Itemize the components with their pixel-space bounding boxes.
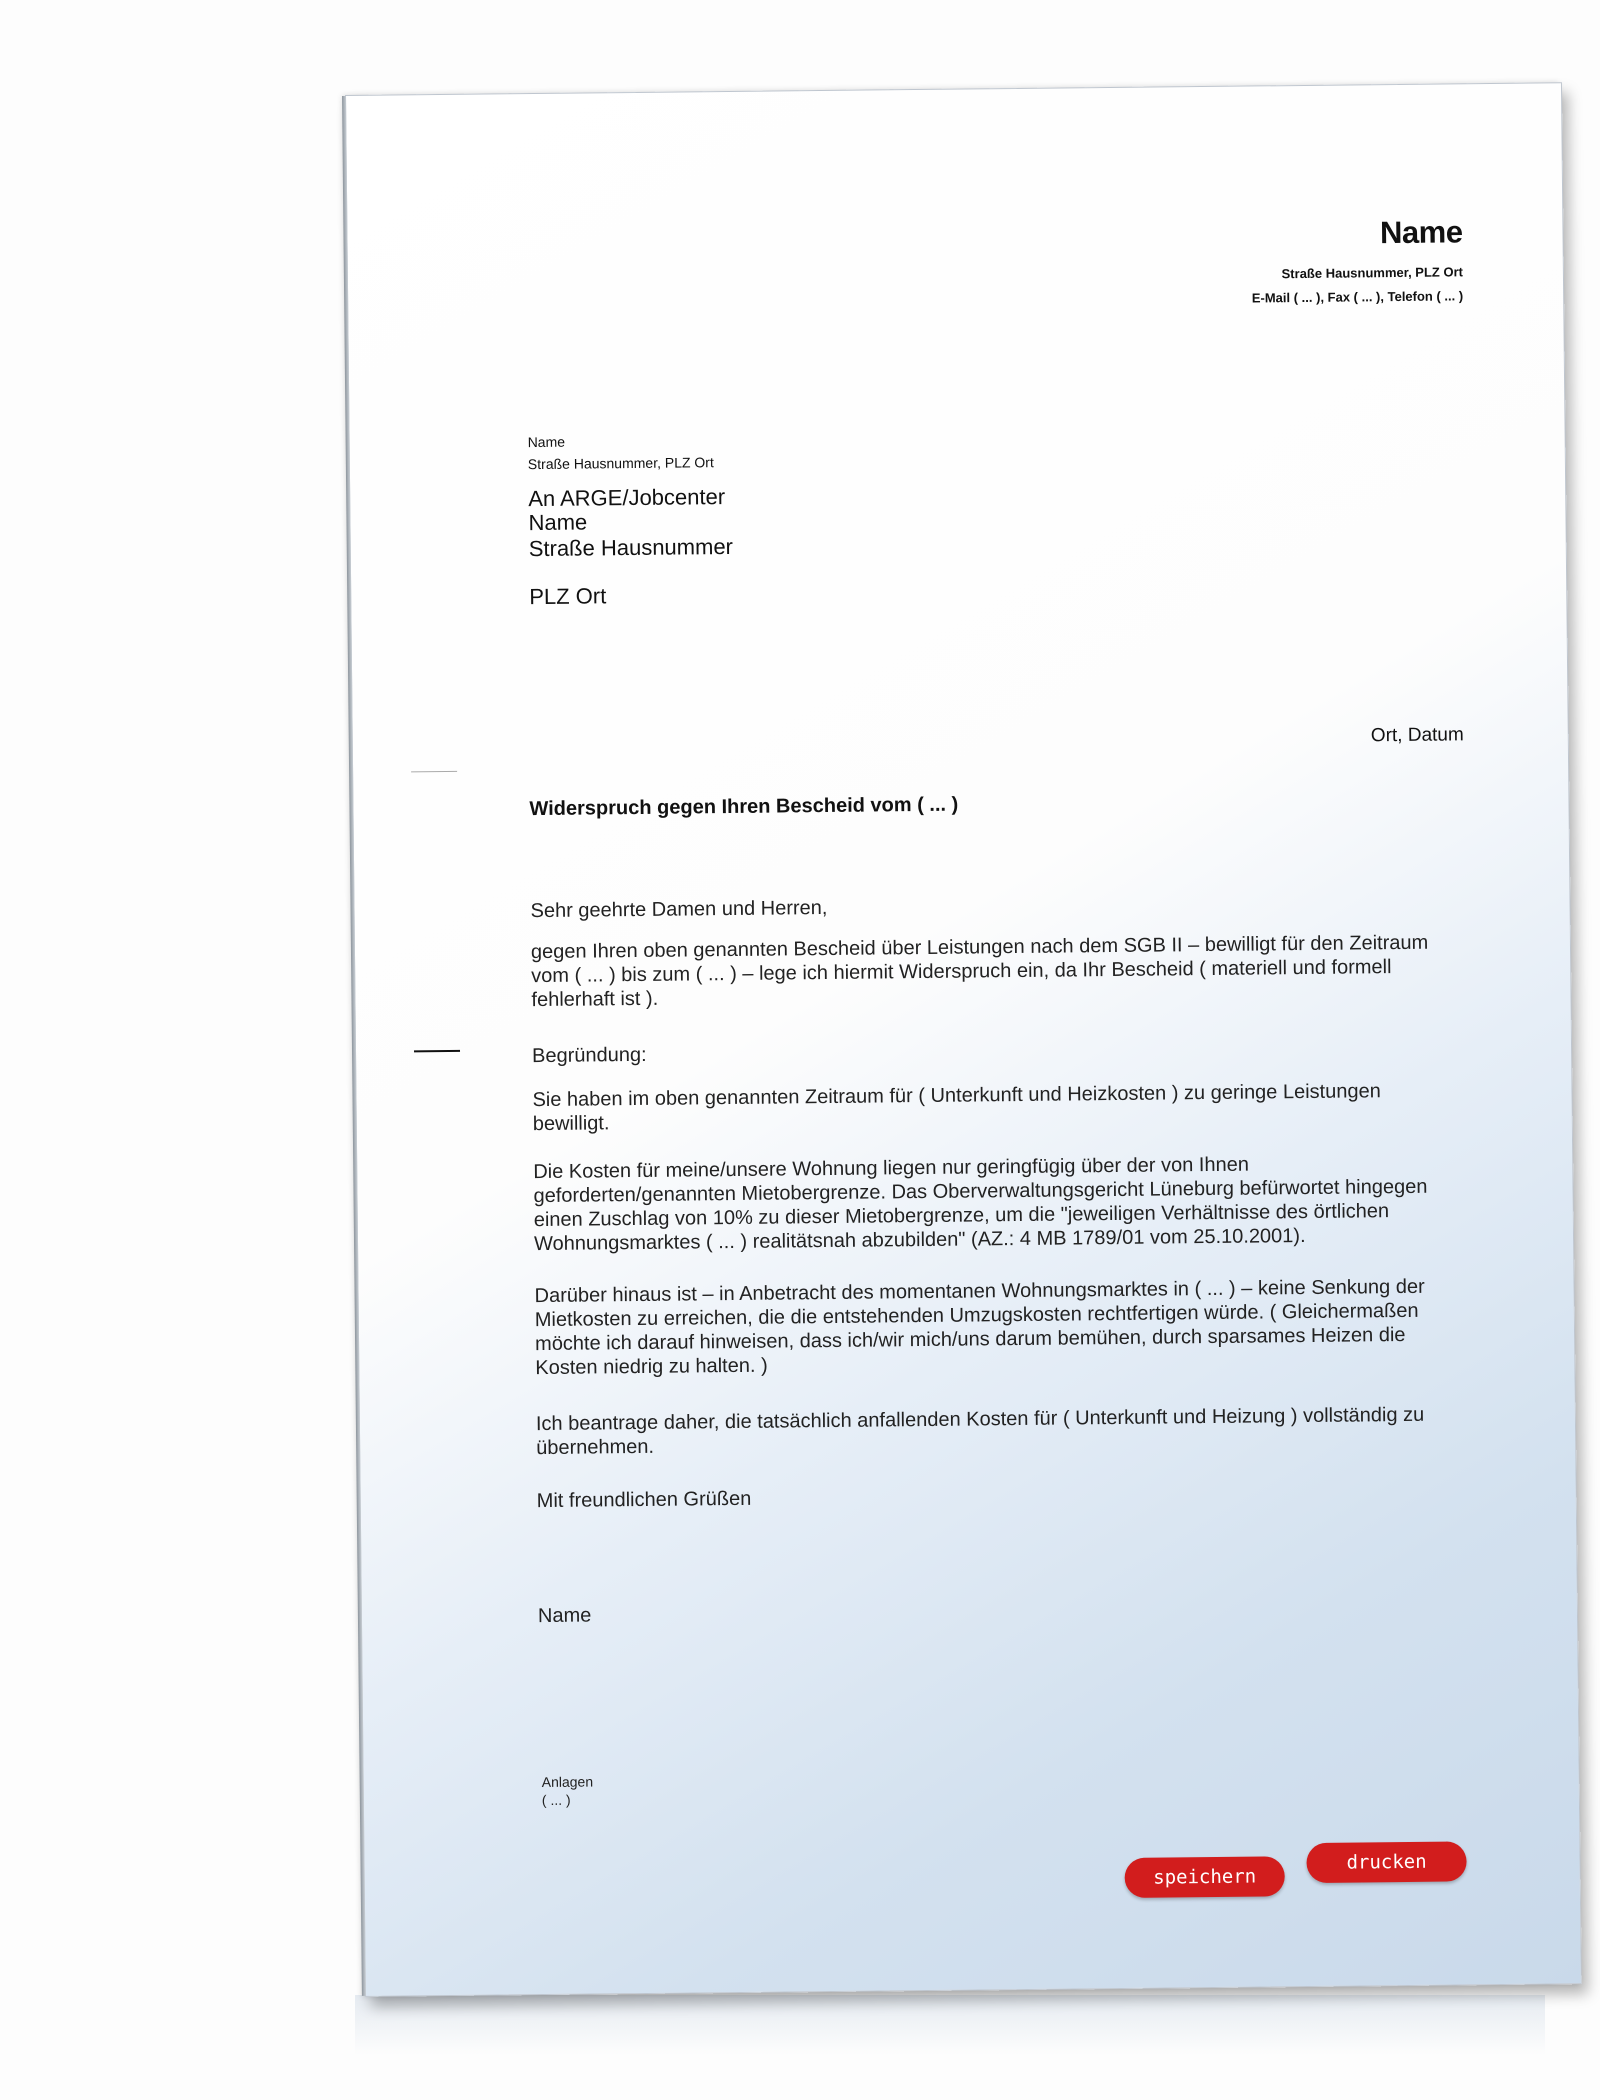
sender-name: Name (1379, 214, 1463, 251)
fold-mark-top (411, 771, 457, 772)
return-address-name: Name (527, 433, 566, 451)
paragraph-3: Die Kosten für meine/unsere Wohnung liegen nur geringfügig über der von Ihnen geforderten/genannten Mietobergrenze. Das Oberverwaltungsgericht Lüneburg befürwortet hingegen einen Zuschlag von 10% zu dieser Mietobergrenze, um die "jeweiligen Verhältnisse des örtlichen Wohnungsmarktes ( ... ) realitätsnah abzubilden" (AZ.: 4 MB 1789/01 vom 25.10.2001). (533, 1153, 1428, 1256)
closing: Mit freundlichen Grüßen (536, 1487, 752, 1513)
print-button[interactable]: drucken (1306, 1841, 1466, 1883)
recipient-line-1: An ARGE/Jobcenter (528, 484, 726, 512)
save-button[interactable]: speichern (1125, 1856, 1285, 1898)
place-date: Ort, Datum (1370, 724, 1464, 747)
paragraph-reason-heading: Begründung: (531, 1043, 647, 1068)
fold-mark-middle (414, 1050, 460, 1052)
paragraph-4: Darüber hinaus ist – in Anbetracht des momentanen Wohnungsmarktes in ( ... ) – keine Senkung der Mietkosten zu erreichen, die die entstehenden Umzugskosten rechtfertigen würde. ( Gleichermaßen möchte ich darauf hinweisen, dass ich/wir mich/uns darum bemühen, durch sparsames Heizen die Kosten niedrig zu halten. ) (534, 1275, 1425, 1380)
paragraph-1: gegen Ihren oben genannten Bescheid über Leistungen nach dem SGB II – bewilligt für den Zeitraum vom ( ... ) bis zum ( ... ) – lege ich hiermit Widerspruch ein, da Ihr Bescheid ( materiell und formell fehlerhaft ist ). (530, 931, 1429, 1012)
return-address-street: Straße Hausnummer, PLZ Ort (527, 454, 714, 473)
paragraph-2: Sie haben im oben genannten Zeitraum für ( Unterkunft und Heizkosten ) zu geringe Leistungen bewilligt. (532, 1080, 1381, 1136)
recipient-line-3: Straße Hausnummer (528, 533, 734, 562)
recipient-line-4: PLZ Ort (529, 583, 607, 610)
sender-contact: E-Mail ( ... ), Fax ( ... ), Telefon ( ... ) (1251, 288, 1464, 306)
recipient-line-2: Name (528, 509, 588, 536)
sender-address: Straße Hausnummer, PLZ Ort (1281, 264, 1463, 282)
page-reflection (355, 1995, 1545, 2055)
salutation: Sehr geehrte Damen und Herren, (530, 896, 828, 923)
attachments-label: Anlagen (541, 1773, 594, 1791)
signature-name: Name (537, 1604, 592, 1628)
subject-line: Widerspruch gegen Ihren Bescheid vom ( ... ) (529, 793, 959, 821)
letter-page (345, 82, 1582, 1997)
attachments-value: ( ... ) (541, 1791, 571, 1809)
paragraph-5: Ich beantrage daher, die tatsächlich anfallenden Kosten für ( Unterkunft und Heizung ) vollständig zu übernehmen. (535, 1403, 1425, 1460)
